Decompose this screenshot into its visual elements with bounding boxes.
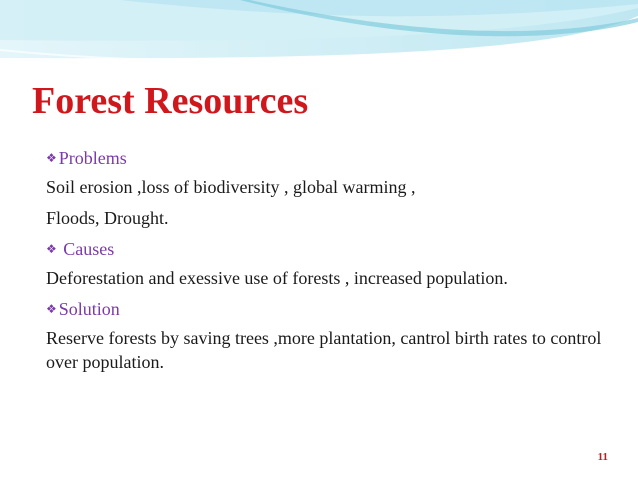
section-heading-solution <box>46 297 606 321</box>
section-heading-causes <box>46 237 606 261</box>
section-heading-label: Causes <box>58 239 115 259</box>
diamond-bullet-icon: ❖ <box>46 242 57 256</box>
problems-text-line: Soil erosion ,loss of biodiversity , global warming , <box>46 177 416 197</box>
diamond-bullet-icon: ❖ <box>46 302 57 316</box>
slide-title: Forest Resources <box>32 80 309 122</box>
problems-text-line: Floods, Drought. <box>46 208 169 228</box>
diamond-bullet-icon: ❖ <box>46 151 57 165</box>
section-heading-label: Solution <box>58 299 120 319</box>
section-heading-label: Problems <box>58 148 127 168</box>
causes-text: Deforestation and exessive use of forests , increased population. <box>46 268 508 288</box>
page-number: 11 <box>597 451 608 463</box>
section-heading-problems <box>46 146 606 170</box>
slide-content <box>46 146 606 381</box>
solution-text: Reserve forests by saving trees ,more plantation, cantrol birth rates to control over population. <box>46 328 602 372</box>
decorative-wave-band <box>0 0 638 72</box>
